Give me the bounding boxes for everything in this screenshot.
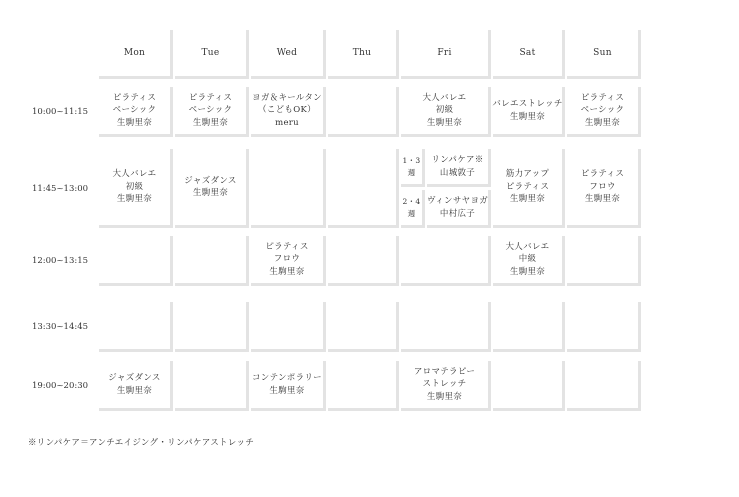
empty-cell: [401, 302, 491, 352]
empty-cell: [328, 149, 399, 228]
class-type: ストレッチ: [422, 379, 467, 390]
class-name: ピラティス: [580, 92, 625, 103]
empty-cell: [328, 361, 399, 411]
empty-cell: [251, 149, 326, 228]
class-level: ベーシック: [188, 105, 233, 116]
day-header-sat: [493, 30, 565, 79]
empty-cell: [251, 302, 326, 352]
class-name: ピラティス: [112, 92, 157, 103]
class-cell-fri-1145-a[interactable]: [427, 149, 491, 187]
week-numbers: 2・4: [402, 196, 421, 206]
class-cell-sat-1000[interactable]: [493, 87, 565, 137]
time-slot-label: 13:30~14:45: [31, 322, 89, 332]
empty-cell: [175, 236, 249, 286]
class-name: 大人バレエ: [422, 92, 467, 103]
class-cell-sat-1145[interactable]: [493, 149, 565, 228]
class-name: 筋力アップ: [505, 169, 550, 180]
class-name: リンパケア※: [431, 155, 484, 165]
instructor-name: 生駒里奈: [509, 111, 546, 122]
week-label-2-4: [401, 190, 425, 228]
class-name: ピラティス: [188, 92, 233, 103]
instructor-name: 中村広子: [439, 208, 476, 219]
class-name: ヴィンサヤヨガ: [426, 196, 489, 206]
empty-cell: [99, 302, 173, 352]
day-header-mon: [99, 30, 173, 79]
class-name: コンテンポラリー: [252, 373, 322, 383]
week-suffix: 週: [407, 208, 416, 218]
instructor-name: 生駒里奈: [509, 266, 546, 277]
class-cell-tue-1145[interactable]: [175, 149, 249, 228]
class-name: アロマテラピー: [413, 366, 476, 377]
class-name: 大人バレエ: [505, 241, 550, 252]
instructor-name: 生駒里奈: [116, 117, 153, 128]
day-header-tue: [175, 30, 249, 79]
class-level: ベーシック: [580, 105, 625, 116]
class-cell-sun-1000[interactable]: [567, 87, 641, 137]
empty-cell: [493, 361, 565, 411]
class-cell-mon-1000[interactable]: [99, 87, 173, 137]
class-name: ジャズダンス: [108, 373, 161, 383]
class-cell-mon-1145[interactable]: [99, 149, 173, 228]
empty-cell: [567, 302, 641, 352]
class-level: 初級: [435, 105, 454, 116]
day-label: Sat: [519, 47, 536, 58]
class-name: バレエストレッチ: [492, 99, 563, 109]
class-name: ピラティス: [580, 169, 625, 180]
week-suffix: 週: [407, 167, 416, 177]
instructor-name: 生駒里奈: [509, 194, 546, 205]
day-header-wed: [251, 30, 326, 79]
instructor-name: 生駒里奈: [426, 117, 463, 128]
class-cell-wed-1000[interactable]: [251, 87, 326, 137]
day-header-thu: [328, 30, 399, 79]
class-cell-fri-1000[interactable]: [401, 87, 491, 137]
class-name: ピラティス: [265, 241, 309, 252]
empty-cell: [567, 236, 641, 286]
class-name: ヨガ＆キールタン: [252, 92, 322, 103]
instructor-name: 生駒里奈: [584, 194, 621, 205]
class-level: フロウ: [273, 254, 301, 265]
empty-cell: [328, 87, 399, 137]
instructor-name: 生駒里奈: [269, 266, 305, 277]
class-cell-wed-1200[interactable]: [251, 236, 326, 286]
class-name: ジャズダンス: [184, 175, 237, 186]
instructor-name: meru: [275, 117, 299, 128]
day-header-sun: [567, 30, 641, 79]
week-label-1-3: [401, 149, 425, 187]
instructor-name: 生駒里奈: [269, 385, 305, 396]
empty-cell: [99, 236, 173, 286]
instructor-name: 生駒里奈: [116, 385, 153, 396]
day-label: Fri: [437, 47, 452, 58]
class-level: ベーシック: [112, 105, 157, 116]
instructor-name: 生駒里奈: [426, 391, 463, 402]
day-label: Tue: [201, 47, 220, 58]
class-level: 初級: [125, 181, 144, 192]
class-name: 大人バレエ: [112, 169, 157, 180]
instructor-name: 生駒里奈: [584, 117, 621, 128]
class-cell-fri-1900[interactable]: [401, 361, 491, 411]
time-slot-label: 10:00~11:15: [31, 107, 89, 117]
class-cell-sun-1145[interactable]: [567, 149, 641, 228]
time-slot-label: 11:45~13:00: [31, 183, 89, 194]
class-cell-fri-1145-b[interactable]: [427, 190, 491, 228]
day-label: Mon: [123, 47, 146, 58]
day-header-fri: [401, 30, 491, 79]
class-cell-tue-1000[interactable]: [175, 87, 249, 137]
empty-cell: [493, 302, 565, 352]
empty-cell: [567, 361, 641, 411]
day-label: Sun: [593, 47, 612, 58]
instructor-name: 生駒里奈: [192, 117, 229, 128]
empty-cell: [401, 236, 491, 286]
class-type: ピラティス: [505, 181, 550, 192]
class-level: フロウ: [589, 181, 616, 192]
day-label: Wed: [276, 47, 298, 58]
class-cell-wed-1900[interactable]: [251, 361, 326, 411]
time-slot-label: 19:00~20:30: [31, 381, 89, 391]
instructor-name: 生駒里奈: [192, 188, 229, 198]
class-note: （こどもOK）: [258, 105, 316, 116]
empty-cell: [328, 236, 399, 286]
instructor-name: 生駒里奈: [116, 194, 153, 205]
time-slot-label: 12:00~13:15: [31, 256, 89, 266]
footnote: ※リンパケア＝アンチエイジング・リンパケアストレッチ: [28, 438, 255, 448]
empty-cell: [175, 302, 249, 352]
class-cell-sat-1200[interactable]: [493, 236, 565, 286]
week-numbers: 1・3: [402, 155, 421, 165]
day-label: Thu: [352, 47, 372, 58]
empty-cell: [328, 302, 399, 352]
class-cell-mon-1900[interactable]: [99, 361, 173, 411]
empty-cell: [175, 361, 249, 411]
instructor-name: 山城敦子: [439, 167, 476, 178]
class-level: 中級: [518, 254, 537, 265]
